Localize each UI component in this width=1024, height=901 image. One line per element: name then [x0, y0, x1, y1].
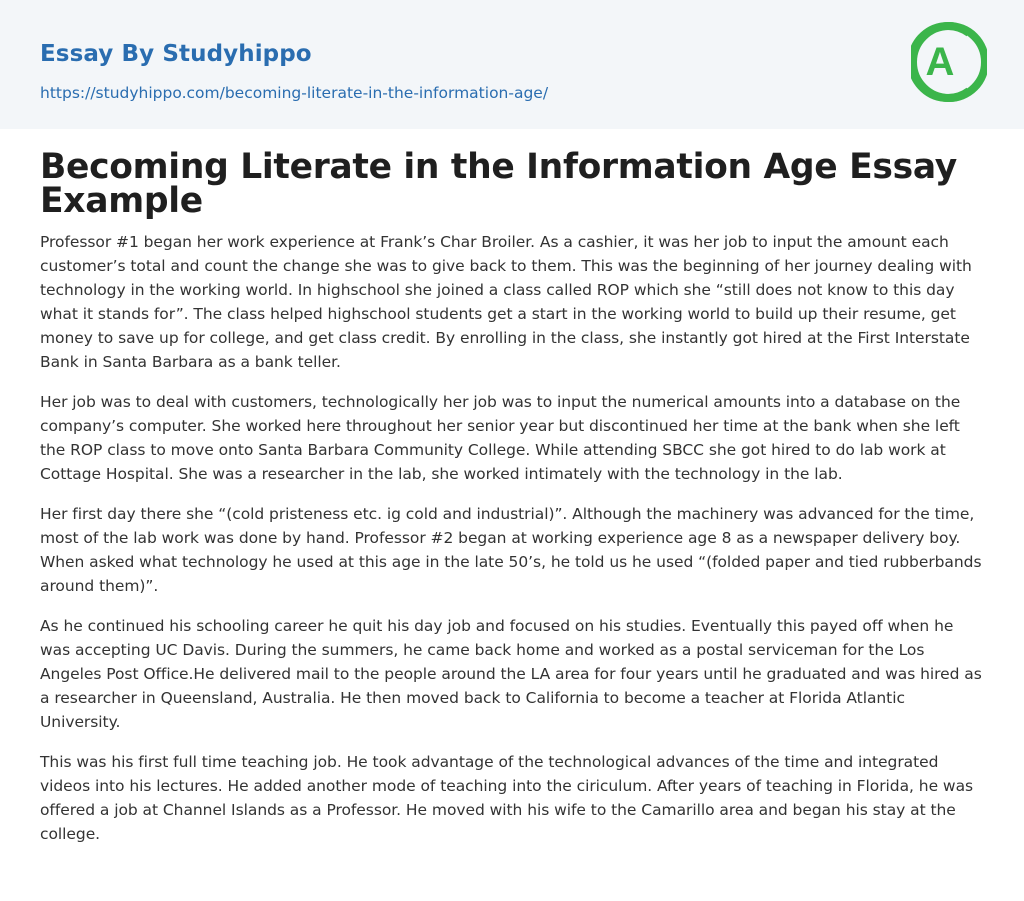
- article: [40, 147, 986, 862]
- studyhippo-logo-icon[interactable]: [911, 19, 987, 105]
- article-title: Becoming Literate in the Information Age Essay Example: [40, 147, 957, 221]
- article-paragraph: This was his first full time teaching job. He took advantage of the technological advances of the time and integrated videos into his lectures. He added another mode of teaching into the ciriculum. After years of teaching in Florida, he was offered a job at Channel Islands as a Professor. He moved with his wife to the Camarillo area and began his stay at the college.: [40, 753, 974, 843]
- essay-url-link[interactable]: https://studyhippo.com/becoming-literate-in-the-information-age/: [40, 84, 549, 102]
- article-paragraph: As he continued his schooling career he quit his day job and focused on his studies. Eventually this payed off when he was accepting UC Davis. During the summers, he came back home and worked as a postal serviceman for the Los Angeles Post Office.He delivered mail to the people around the LA area for four years until he graduated and was hired as a researcher in Queensland, Australia. He then moved back to California to become a teacher at Florida Atlantic University.: [40, 617, 982, 731]
- article-paragraph: Her first day there she “(cold pristeness etc. ig cold and industrial)”. Although the machinery was advanced for the time, most of the lab work was done by hand. Professor #2 began at working experience age 8 as a newspaper delivery boy. When asked what technology he used at this age in the late 50’s, he told us he used “(folded paper and tied rubberbands around them)”.: [40, 505, 982, 595]
- site-header: [0, 0, 1024, 129]
- article-paragraph: Professor #1 began her work experience at Frank’s Char Broiler. As a cashier, it was her job to input the amount each customer’s total and count the change she was to give back to them. This was the beginning of her journey dealing with technology in the working world. In highschool she joined a class called ROP which she “still does not know to this day what it stands for”. The class helped highschool students get a start in the working world to build up their resume, get money to save up for college, and get class credit. By enrolling in the class, she instantly got hired at the First Interstate Bank in Santa Barbara as a bank teller.: [40, 233, 972, 371]
- site-brand[interactable]: Essay By Studyhippo: [40, 41, 312, 67]
- article-paragraph: Her job was to deal with customers, technologically her job was to input the numerical amounts into a database on the company’s computer. She worked here throughout her senior year but discontinued her time at the bank when she left the ROP class to move onto Santa Barbara Community College. While attending SBCC she got hired to do lab work at Cottage Hospital. She was a researcher in the lab, she worked intimately with the technology in the lab.: [40, 393, 961, 483]
- logo-letter: A: [925, 40, 955, 84]
